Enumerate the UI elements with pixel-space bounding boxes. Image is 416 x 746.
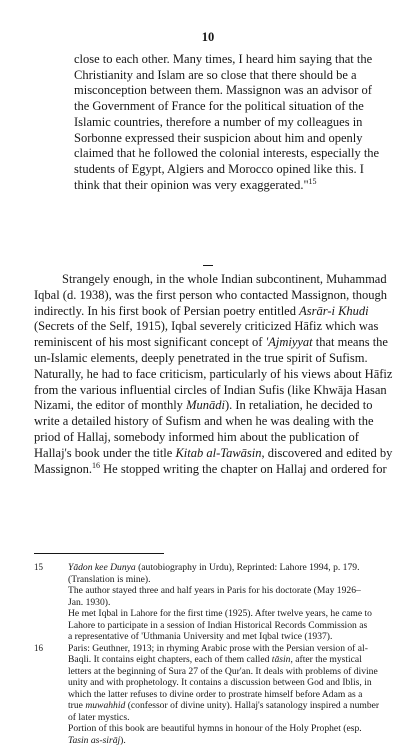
body-text: indirectly. In his first book of Persian poetry entitled [34, 304, 299, 318]
quote-text: think that their opinion was very exaggerated." [74, 178, 309, 192]
footnote-line: which the latter refuses to divine order to prostrate himself before Adam as a [68, 689, 398, 701]
quote-line: the Government of France for the political situation of the [74, 99, 398, 115]
body-text: He stopped writing the chapter on Hallaj and ordered for [100, 462, 387, 476]
section-divider [203, 265, 213, 266]
body-line: write a detailed history of Sufism and when he was dealing with the [34, 414, 398, 430]
footnote-line [68, 562, 398, 574]
term-ajmiyyat: 'Ajmiyyat [266, 335, 313, 349]
block-quote [74, 52, 398, 193]
page-number: 10 [0, 30, 416, 45]
body-line: (Secrets of the Self, 1915), Iqbal severely criticized Hāfiz which was [34, 319, 398, 335]
book-title-asrar: Asrār-i Khudi [299, 304, 369, 318]
footnote-number: 16 [34, 643, 43, 655]
body-line [34, 335, 398, 351]
footnote-number: 15 [34, 562, 43, 574]
footnote-text: (confessor of divine unity). Hallaj's satanology inspired a number [125, 700, 379, 711]
footnote-15 [34, 562, 398, 643]
book-title-kitab: Kitab al-Tawāsin [175, 446, 261, 460]
footnote-line [68, 700, 398, 712]
body-text: , discovered and edited by [262, 446, 393, 460]
footnote-ref: 15 [309, 176, 317, 185]
footnote-ref: 16 [92, 460, 100, 469]
term-tasin-siraj: Tasin as-sirāj [68, 735, 120, 746]
book-title-yadon: Yādon kee Dunya [68, 562, 136, 573]
quote-line: claimed that he followed the colonial interests, especially the [74, 146, 398, 162]
footnote-line: of later mystics. [68, 712, 398, 724]
body-line [34, 462, 398, 478]
footnote-line: a representative of 'Uthmania University and met Iqbal twice (1937). [68, 631, 398, 643]
footnote-line: unity and with prophetology. It contains a discussion between God and Iblis, in [68, 677, 398, 689]
body-text: Hallaj's book under the title [34, 446, 175, 460]
footnote-line: The author stayed three and half years in Paris for his doctorate (May 1926– [68, 585, 398, 597]
body-text: Massignon. [34, 462, 92, 476]
footnote-text: Baqli. It contains eight chapters, each of them called [68, 654, 272, 665]
footnote-rule [34, 553, 164, 554]
body-line: from the various influential circles of Indian Sufis (like Khwāja Hasan [34, 383, 398, 399]
footnote-16 [34, 643, 398, 746]
body-line: Iqbal (d. 1938), was the first person who contacted Massignon, though [34, 288, 398, 304]
footnote-line [68, 654, 398, 666]
footnote-text: true [68, 700, 85, 711]
footnote-line [68, 735, 398, 746]
footnote-line: Paris: Geuthner, 1913; in rhyming Arabic prose with the Persian version of al- [68, 643, 398, 655]
footnote-line: Lahore to participate in a session of Indian Historical Records Commission as [68, 620, 398, 632]
quote-line: students of Egypt, Algiers and Morocco opined like this. I [74, 162, 398, 178]
quote-line: close to each other. Many times, I heard him saying that the [74, 52, 398, 68]
body-text: Nizami, the editor of monthly [34, 398, 186, 412]
footnote-line: (Translation is mine). [68, 574, 398, 586]
body-line [34, 304, 398, 320]
term-tasin: tāsin [272, 654, 291, 665]
quote-line: misconception between them. Massignon was an advisor of [74, 83, 398, 99]
footnote-text: (autobiography in Urdu), Reprinted: Lahore 1994, p. 179. [136, 562, 360, 573]
body-text: reminiscent of his most significant concept of [34, 335, 266, 349]
footnote-line: Jan. 1930). [68, 597, 398, 609]
body-text: that means the [313, 335, 388, 349]
quote-line: Sorbonne expressed their suspicion about him and openly [74, 131, 398, 147]
body-paragraph [34, 272, 398, 477]
body-line [34, 446, 398, 462]
quote-line: Christianity and Islam are so close that there should be a [74, 68, 398, 84]
footnotes [34, 562, 398, 746]
quote-line: Islamic countries, therefore a number of my colleagues in [74, 115, 398, 131]
body-line: Strangely enough, in the whole Indian subcontinent, Muhammad [34, 272, 398, 288]
footnote-line: He met Iqbal in Lahore for the first time (1925). After twelve years, he came to [68, 608, 398, 620]
footnote-line: letters at the beginning of Sura 27 of the Qur'an. It deals with problems of divine [68, 666, 398, 678]
body-line: priod of Hallaj, somebody informed him about the publication of [34, 430, 398, 446]
footnote-text: , after the mystical [290, 654, 361, 665]
body-line: un-Islamic elements, deeply penetrated in the true spirit of Sufism. [34, 351, 398, 367]
footnote-line: Portion of this book are beautiful hymns in honour of the Holy Prophet (esp. [68, 723, 398, 735]
footnote-text: ). [120, 735, 126, 746]
quote-line-last [74, 178, 398, 194]
body-line: Naturally, he had to face criticism, particularly of his views about Hāfiz [34, 367, 398, 383]
body-text: ). In retaliation, he decided to [225, 398, 373, 412]
term-muwahhid: muwahhid [85, 700, 125, 711]
body-line [34, 398, 398, 414]
journal-munadi: Munādi [186, 398, 225, 412]
